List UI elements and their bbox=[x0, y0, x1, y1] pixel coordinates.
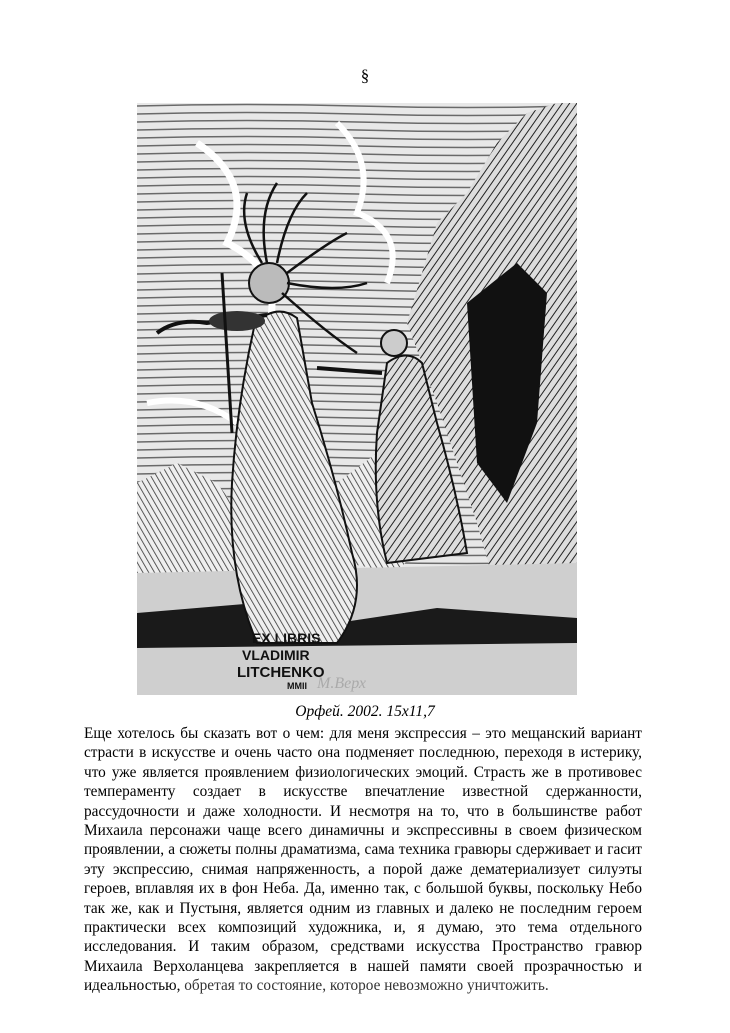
figure-caption: Орфей. 2002. 15х11,7 bbox=[295, 703, 435, 720]
body-paragraph bbox=[84, 724, 642, 996]
artist-signature: М.Верх bbox=[317, 675, 366, 692]
engraving-orpheus bbox=[137, 103, 577, 695]
section-mark: § bbox=[360, 66, 370, 85]
paragraph-main: Еще хотелось бы сказать вот о чем: для меня экспрессия – это мещанский вариант страсти в искусстве и очень часто она подменяет последнюю, переходя в истерику, что уже является проявлением физиологических эмоций. Страсть же в противовес темпераменту создает в искусстве впечатление известной сдержанности, рассудочности и даже холодности. И несмотря на то, что в большинстве работ Михаила персонажи чаще всего динамичны и экспрессивны в своем физическом проявлении, а сюжеты полны драматизма, сама техника гравюры сдерживает и гасит эту экспрессию, снимая напряженность, а порой даже дематериализует силуэты героев, вплавляя их в фон Неба. Да, именно так, с большой буквы, поскольку Небо так же, как и Пустыня, является одним из главных и далеко не последним героем практически всех композиций художника, и, я думаю, это тема отдельного исследования. И таким образом, средствами искусства Пространство гравюр Михаила Верхоланцева закрепляется в нашей памяти своей прозрачностью и идеальностью, bbox=[84, 725, 642, 995]
exlibris-line-3: LITCHENKO bbox=[237, 664, 325, 681]
exlibris-line-4: MMII bbox=[287, 681, 307, 691]
paragraph-tail: обретая то состояние, которое невозможно уничтожить. bbox=[180, 977, 549, 995]
exlibris-line-1: EX LIBRIS bbox=[252, 630, 321, 646]
exlibris-line-2: VLADIMIR bbox=[242, 647, 310, 663]
